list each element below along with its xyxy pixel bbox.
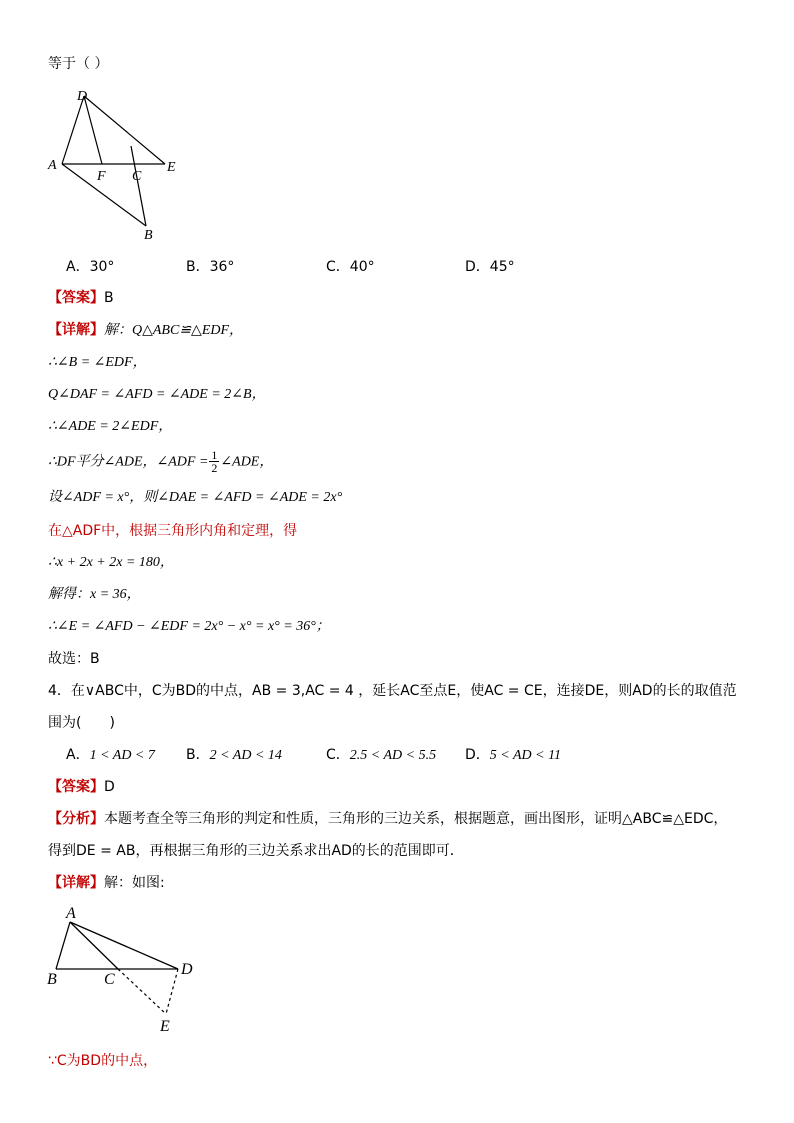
- label-e: E: [160, 1018, 170, 1035]
- detail-line-8: ∴x + 2x + 2x = 180，: [48, 555, 174, 570]
- fraction-one-half: $\frac{1}{2}$: [211, 448, 218, 475]
- label-c: C: [104, 971, 115, 988]
- option-d: D．45°: [465, 259, 515, 275]
- q4-detail-line: 【详解】解：如图:: [48, 875, 165, 891]
- segment-ac: [70, 922, 118, 969]
- detail-line-7: 在△ADF中，根据三角形内角和定理，得: [48, 523, 298, 539]
- question-4-stem-line-2: 围为( ): [48, 715, 115, 731]
- label-b: B: [144, 228, 153, 241]
- label-a: A: [66, 905, 76, 922]
- label-b: B: [47, 971, 57, 988]
- question-stem-tail: 等于（ ）: [48, 56, 109, 72]
- q4-analysis-line-1: 【分析】本题考查全等三角形的判定和性质，三角形的三边关系，根据题意，画出图形，证明△ABC≌△EDC，: [48, 811, 728, 827]
- q3-figure: [40, 86, 190, 241]
- segment-cb: [131, 146, 146, 226]
- label-d: D: [77, 89, 88, 104]
- q4-option-c: C．2.5 < AD < 5.5: [326, 747, 437, 763]
- option-b: B．36°: [186, 259, 235, 275]
- q4-option-d: D．5 < AD < 11: [465, 747, 562, 763]
- detail-line-11: 故选：B: [48, 651, 100, 667]
- segment-de: [84, 96, 165, 164]
- q4-analysis-line-2: 得到DE = AB，再根据三角形的三边关系求出AD的长的范围即可．: [48, 843, 464, 859]
- detail-line-3: Q∠DAF = ∠AFD = ∠ADE = 2∠B，: [48, 387, 266, 402]
- label-a: A: [48, 158, 57, 173]
- detail-line-5: ∴DF平分∠ADE，∠ADF = $\frac{1}{2}$ ∠ADE，: [48, 448, 274, 475]
- question-4-stem-line-1: 4．在∨ABC中，C为BD的中点，AB = 3,AC = 4 ，延长AC至点E，使AC = CE，连接DE，则AD的长的取值范: [48, 683, 737, 699]
- detail-line-2: ∴∠B = ∠EDF，: [48, 355, 147, 370]
- label-f: F: [97, 169, 106, 184]
- detail-line-10: ∴∠E = ∠AFD − ∠EDF = 2x° − x° = x° = 36°；: [48, 619, 330, 634]
- option-a: A．30°: [66, 259, 115, 275]
- segment-ad: [70, 922, 178, 969]
- q4-figure: [40, 902, 210, 1037]
- segment-ab: [56, 922, 70, 969]
- segment-df: [84, 96, 102, 164]
- label-e: E: [167, 160, 176, 175]
- answer-line: 【答案】B: [48, 290, 114, 306]
- q4-answer-line: 【答案】D: [48, 779, 115, 795]
- detail-line-4: ∴∠ADE = 2∠EDF，: [48, 419, 173, 434]
- q4-last-line: ∵C为BD的中点，: [48, 1053, 158, 1069]
- q4-option-b: B．2 < AD < 14: [186, 747, 282, 763]
- segment-de-dashed: [166, 969, 178, 1014]
- label-d: D: [181, 961, 193, 978]
- label-c: C: [132, 169, 142, 184]
- detail-line-9: 解得：x = 36，: [48, 587, 141, 602]
- segment-ce-dashed: [118, 969, 166, 1014]
- option-c: C．40°: [326, 259, 375, 275]
- q4-option-a: A．1 < AD < 7: [66, 747, 155, 763]
- detail-line-6: 设∠ADF = x°，则∠DAE = ∠AFD = ∠ADE = 2x°: [48, 490, 343, 505]
- detail-line-1: 【详解】解：Q△ABC≌△EDF，: [48, 322, 244, 338]
- segment-da: [62, 96, 84, 164]
